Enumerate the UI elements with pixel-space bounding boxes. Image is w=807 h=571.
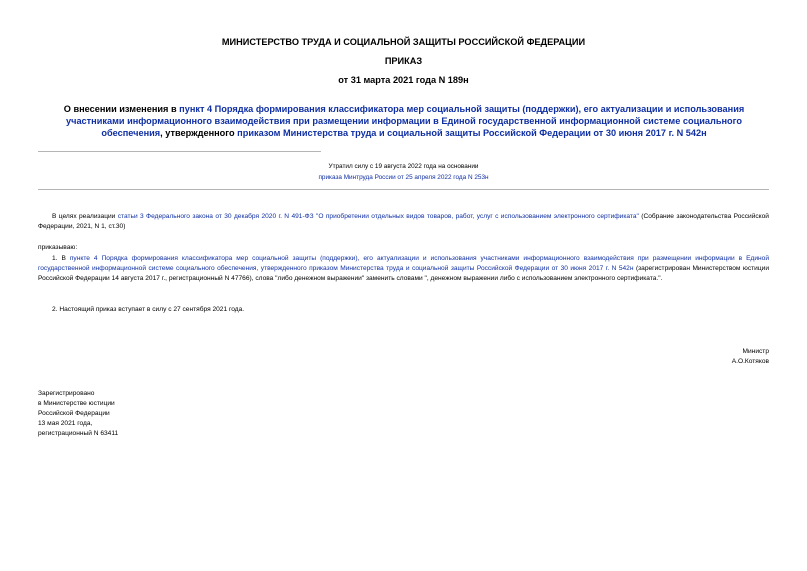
signature-block xyxy=(732,347,769,367)
preamble-link-federal-law[interactable]: статьи 3 Федерального закона от 30 декабря 2020 г. N 491-ФЗ "О приобретении отдельных видов товаров, работ, услуг с использованием электронного сертификата" xyxy=(117,213,639,220)
registration-block xyxy=(38,389,118,439)
status-note xyxy=(38,162,769,183)
signature-name: А.О.Котяков xyxy=(731,358,769,365)
full-divider xyxy=(38,189,769,190)
item1-prefix: 1. В xyxy=(52,255,70,262)
item-1-paragraph xyxy=(38,254,769,284)
item1-link-procedure[interactable]: пункте 4 Порядка формирования классификатора мер социальной защиты (поддержки), его актуализации и использования участниками информационного взаимодействия при размещении информации в Единой государственной информационной системе социального обеспечения, утвержденного приказом Министерства труда и социальной защиты Российской Федерации от 30 июня 2017 г. N 542н xyxy=(38,255,770,272)
heading-link-procedure[interactable]: пункт 4 Порядка формирования классификатора мер социальной защиты (поддержки), его актуализации и использования участниками информационного взаимодействия при размещении информации в Единой государственной информационной системе социального обеспечения xyxy=(66,104,745,138)
doc-date-number: от 31 марта 2021 года N 189н xyxy=(338,75,469,85)
registration-line: в Министерстве юстиции xyxy=(38,400,115,407)
item-2-paragraph: 2. Настоящий приказ вступает в силу с 27 сентября 2021 года. xyxy=(52,306,245,313)
registration-line: Зарегистрировано xyxy=(38,390,95,397)
registration-line: Российской Федерации xyxy=(38,410,110,417)
preamble-suffix: (Собрание законодательства Российской Федерации, 2021, N 1, ст.30) xyxy=(38,213,769,230)
heading-prefix: О внесении изменения в xyxy=(63,104,180,114)
registration-line: регистрационный N 63411 xyxy=(38,430,119,437)
item1-suffix: (зарегистрирован Министерством юстиции Российской Федерации 14 августа 2017 г., регистрационный N 47766), слова "либо денежном выражении" заменить словами ", денежном выражении либо с использованием электронного сертификата.". xyxy=(38,265,769,282)
doc-type: ПРИКАЗ xyxy=(384,56,423,66)
registration-line: 13 мая 2021 года, xyxy=(38,420,93,427)
heading-link-order-542n[interactable]: приказом Министерства труда и социальной защиты Российской Федерации от 30 июня 2017 г. N 542н xyxy=(237,128,707,138)
short-divider xyxy=(38,151,321,152)
order-word: приказываю: xyxy=(38,244,78,251)
doc-heading xyxy=(36,103,772,139)
signature-position: Министр xyxy=(742,348,769,355)
preamble-paragraph xyxy=(38,212,769,232)
status-line: Утратил силу с 19 августа 2022 года на основании xyxy=(328,163,479,170)
status-link-order-253n[interactable]: приказа Минтруда России от 25 апреля 2022 года N 253н xyxy=(318,173,489,181)
preamble-prefix: В целях реализации xyxy=(52,213,118,220)
ministry-title: МИНИСТЕРСТВО ТРУДА И СОЦИАЛЬНОЙ ЗАЩИТЫ РОССИЙСКОЙ ФЕДЕРАЦИИ xyxy=(221,37,586,47)
heading-middle: , утвержденного xyxy=(160,128,238,138)
